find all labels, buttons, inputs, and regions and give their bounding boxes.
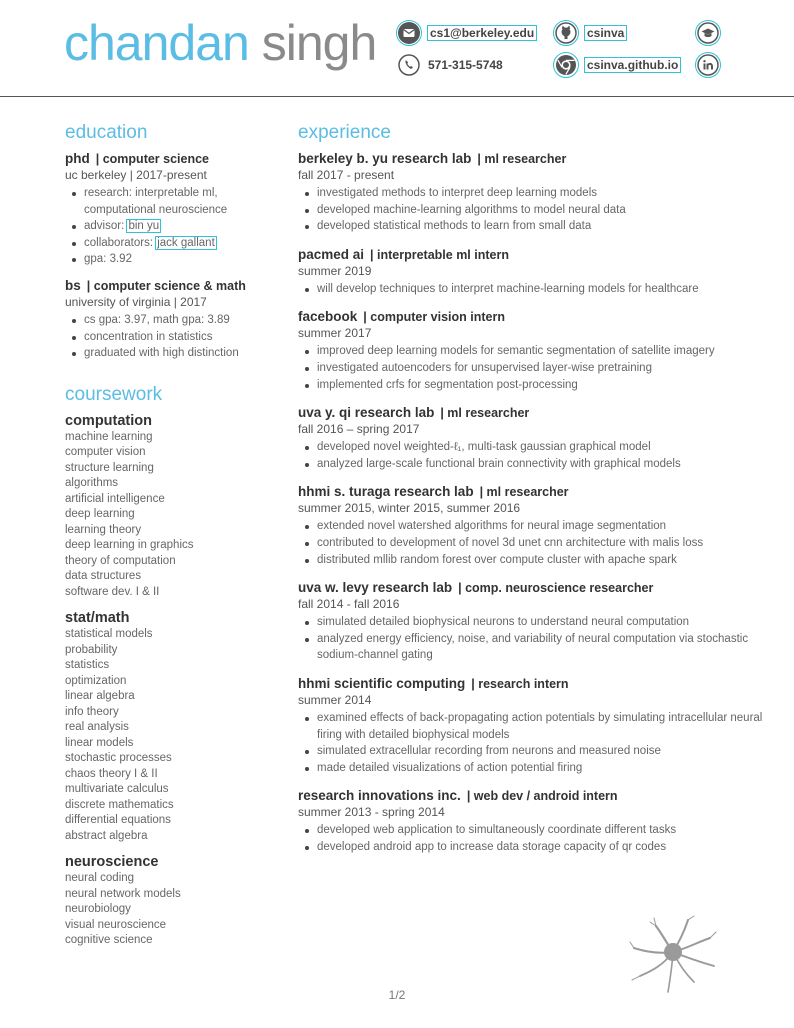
github-contact[interactable] <box>555 22 626 44</box>
scholar-contact[interactable] <box>697 22 719 44</box>
job-bullets <box>298 614 768 664</box>
experience-entry <box>298 675 768 776</box>
course-item: chaos theory I & II <box>65 767 158 780</box>
course-group-title: computation <box>65 412 152 429</box>
graduation-cap-icon[interactable] <box>697 22 719 44</box>
course-item: info theory <box>65 705 119 718</box>
job-title <box>298 675 768 693</box>
organization-name: hhmi scientific computing <box>298 675 466 691</box>
job-dates: summer 2019 <box>298 263 372 278</box>
degree-name: bs <box>65 277 81 293</box>
experience-entry <box>298 246 768 298</box>
job-bullets <box>298 439 768 472</box>
organization-name: pacmed ai <box>298 246 365 262</box>
course-item: statistics <box>65 659 110 672</box>
experience-entry <box>298 404 768 472</box>
bullet-item: made detailed visualizations of action potential firing <box>317 760 768 777</box>
degree-field: | computer science <box>95 152 210 166</box>
bullet-item: distributed mllib random forest over compute cluster with apache spark <box>317 552 768 569</box>
experience-heading: experience <box>298 122 391 143</box>
course-item: linear models <box>65 736 134 749</box>
job-dates: fall 2014 - fall 2016 <box>298 597 400 612</box>
course-item: abstract algebra <box>65 829 148 842</box>
job-role: | ml researcher <box>477 152 567 166</box>
bullet-item: developed machine-learning algorithms to model neural data <box>317 202 768 219</box>
course-group-title: stat/math <box>65 610 130 627</box>
neuron-icon <box>628 912 718 996</box>
course-item: learning theory <box>65 523 142 536</box>
course-item: probability <box>65 643 118 656</box>
course-item: computer vision <box>65 446 146 459</box>
job-title <box>298 308 768 326</box>
course-item: differential equations <box>65 814 171 827</box>
bullet-label: collaborators: <box>84 236 157 249</box>
bullet-item: will develop techniques to interpret machine-learning models for healthcare <box>317 281 768 298</box>
envelope-icon[interactable] <box>398 22 420 44</box>
degree-title <box>65 277 270 295</box>
course-item: real analysis <box>65 721 129 734</box>
bullet-item: graduated with high distinction <box>84 345 270 362</box>
course-item: multivariate calculus <box>65 783 169 796</box>
coursework-heading: coursework <box>65 383 163 405</box>
job-bullets <box>298 518 768 568</box>
bullet-item: investigated methods to interpret deep learning models <box>317 185 768 202</box>
first-name: chandan <box>64 15 249 71</box>
phone-icon <box>398 54 420 76</box>
job-dates: summer 2013 - spring 2014 <box>298 805 445 820</box>
job-dates: fall 2016 – spring 2017 <box>298 422 420 437</box>
page-number: 1/2 <box>388 988 406 1002</box>
education-section <box>65 150 270 362</box>
person-link[interactable]: jack gallant <box>157 236 215 249</box>
organization-name: berkeley b. yu research lab <box>298 151 472 166</box>
job-dates: fall 2017 - present <box>298 168 395 182</box>
job-dates: summer 2014 <box>298 692 372 707</box>
job-role: | research intern <box>471 676 569 691</box>
organization-name: hhmi s. turaga research lab <box>298 484 474 500</box>
course-list <box>65 627 270 844</box>
bullet-item: developed statistical methods to learn from small data <box>317 218 768 235</box>
job-role: | computer vision intern <box>363 310 505 325</box>
bullet-item: developed web application to simultaneously coordinate different tasks <box>317 822 768 839</box>
course-item: structure learning <box>65 461 154 474</box>
course-item: cognitive science <box>65 934 153 947</box>
bullet-item: research: interpretable ml, computational neuroscience <box>84 185 270 218</box>
experience-section <box>298 150 768 855</box>
education-entry <box>65 277 270 362</box>
organization-name: research innovations inc. <box>298 788 461 804</box>
course-item: visual neuroscience <box>65 918 167 931</box>
job-bullets <box>298 343 768 393</box>
education-heading: education <box>65 122 148 143</box>
job-dates: summer 2015, winter 2015, summer 2016 <box>298 501 521 516</box>
job-title <box>298 579 768 597</box>
course-item: artificial intelligence <box>65 492 165 505</box>
person-link[interactable]: bin yu <box>128 220 160 233</box>
bullet-item: improved deep learning models for semantic segmentation of satellite imagery <box>317 343 768 360</box>
bullet-item: implemented crfs for segmentation post-processing <box>317 377 768 394</box>
job-bullets <box>298 710 768 776</box>
job-title <box>298 483 768 501</box>
course-item: discrete mathematics <box>65 798 174 811</box>
organization-name: uva w. levy research lab <box>298 580 453 596</box>
course-item: deep learning in graphics <box>65 539 194 552</box>
job-role: | ml researcher <box>440 406 530 421</box>
job-bullets <box>298 281 768 298</box>
course-item: algorithms <box>65 477 119 490</box>
website-contact[interactable] <box>555 54 680 76</box>
job-title <box>298 150 768 168</box>
course-item: neurobiology <box>65 903 131 916</box>
bullet-item: simulated extracellular recording from neurons and measured noise <box>317 743 768 760</box>
experience-entry <box>298 787 768 855</box>
name-title <box>64 14 376 72</box>
right-column <box>298 122 768 866</box>
course-item: linear algebra <box>65 690 135 703</box>
job-dates: summer 2017 <box>298 326 372 341</box>
course-group-title: neuroscience <box>65 854 159 871</box>
job-bullets <box>298 185 768 235</box>
organization-name: uva y. qi research lab <box>298 405 435 421</box>
left-column <box>65 122 270 949</box>
course-list <box>65 430 270 601</box>
linkedin-contact[interactable] <box>697 54 719 76</box>
education-bullets <box>65 312 270 362</box>
education-bullets <box>65 185 270 268</box>
degree-field: | computer science & math <box>86 278 246 293</box>
degree-name: phd <box>65 151 90 166</box>
course-item: theory of computation <box>65 554 176 567</box>
bullet-item: simulated detailed biophysical neurons to understand neural computation <box>317 614 768 631</box>
coursework-section <box>65 412 270 949</box>
experience-entry <box>298 150 768 235</box>
email-link[interactable]: cs1@berkeley.edu <box>430 26 535 40</box>
course-item: neural coding <box>65 872 135 885</box>
organization-name: facebook <box>298 309 358 325</box>
bullet-item: contributed to development of novel 3d unet cnn architecture with malis loss <box>317 535 768 552</box>
degree-title <box>65 150 270 168</box>
github-link[interactable]: csinva <box>587 26 625 40</box>
bullet-item: examined effects of back-propagating action potentials by simulating intracellular neural firing with detailed biophysical models <box>317 710 768 743</box>
email-contact[interactable] <box>398 22 536 44</box>
bullet-label: advisor: <box>84 220 128 233</box>
bullet-item: analyzed large-scale functional brain connectivity with graphical models <box>317 456 768 473</box>
job-role: | web dev / android intern <box>466 789 618 804</box>
job-role: | ml researcher <box>479 485 569 500</box>
bullet-item <box>84 218 270 235</box>
job-title <box>298 787 768 805</box>
website-link[interactable]: csinva.github.io <box>587 58 679 72</box>
last-name: singh <box>261 15 377 71</box>
github-icon[interactable] <box>555 22 577 44</box>
course-item: deep learning <box>65 508 135 521</box>
school-line: uc berkeley | 2017-present <box>65 168 207 182</box>
school-line: university of virginia | 2017 <box>65 294 207 309</box>
job-title <box>298 404 768 422</box>
bullet-item: developed android app to increase data storage capacity of qr codes <box>317 839 768 856</box>
experience-entry <box>298 579 768 664</box>
header <box>0 0 794 97</box>
chrome-icon[interactable] <box>555 54 577 76</box>
phone-contact <box>398 54 503 76</box>
course-item: machine learning <box>65 430 153 443</box>
bullet-item: analyzed energy efficiency, noise, and variability of neural computation via stochastic sodium-channel gating <box>317 631 768 664</box>
course-item: data structures <box>65 570 142 583</box>
experience-entry <box>298 308 768 393</box>
course-list <box>65 871 270 949</box>
job-title <box>298 246 768 264</box>
bullet-item <box>84 235 270 252</box>
experience-entry <box>298 483 768 568</box>
course-item: neural network models <box>65 887 181 900</box>
course-item: stochastic processes <box>65 752 172 765</box>
bullet-item: investigated autoencoders for unsupervised layer-wise pretraining <box>317 360 768 377</box>
linkedin-icon[interactable] <box>697 54 719 76</box>
bullet-item: cs gpa: 3.97, math gpa: 3.89 <box>84 312 270 329</box>
bullet-item: gpa: 3.92 <box>84 251 270 268</box>
job-role: | interpretable ml intern <box>370 247 509 262</box>
bullet-item: extended novel watershed algorithms for neural image segmentation <box>317 518 768 535</box>
course-item: software dev. I & II <box>65 585 160 598</box>
job-bullets <box>298 822 768 855</box>
education-entry <box>65 150 270 268</box>
bullet-item: concentration in statistics <box>84 329 270 346</box>
course-item: statistical models <box>65 628 153 641</box>
course-item: optimization <box>65 674 127 687</box>
job-role: | comp. neuroscience researcher <box>458 581 654 596</box>
phone-number: 571-315-5748 <box>428 58 503 72</box>
bullet-item: developed novel weighted-ℓ₁, multi-task gaussian graphical model <box>317 439 768 456</box>
